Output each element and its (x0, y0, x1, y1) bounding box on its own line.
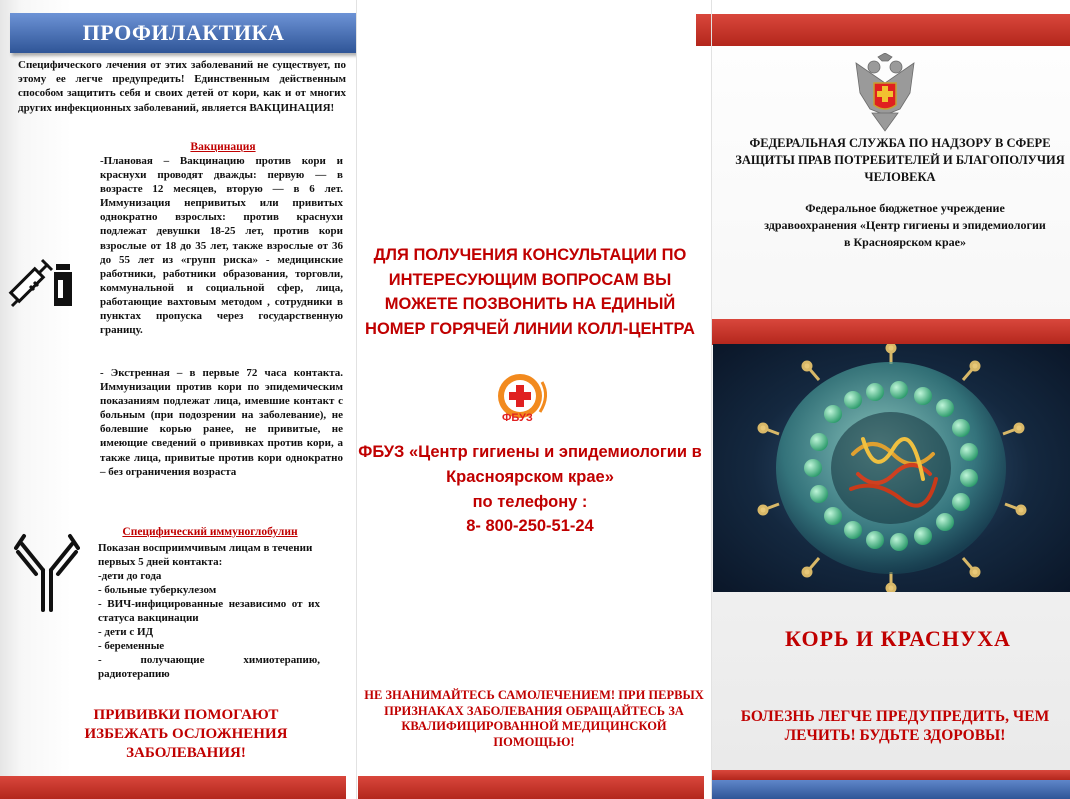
panel-prevention (0, 0, 356, 799)
prevention-intro: Специфического лечения от этих заболеваний не существует, по этому ее легче предупредить! Единственным действенным способом защитить себя и своих детей от кори, как и от многих других инфекционных заболеваний, является ВАКЦИНАЦИЯ! (18, 59, 346, 114)
panel-divider-right (711, 0, 712, 799)
hotline-text: ДЛЯ ПОЛУЧЕНИЯ КОНСУЛЬТАЦИИ ПО ИНТЕРЕСУЮЩИМ ВОПРОСАМ ВЫ МОЖЕТЕ ПОЗВОНИТЬ НА ЕДИНЫЙ НОМЕР ГОРЯЧЕЙ ЛИНИИ КОЛЛ-ЦЕНТРА (365, 246, 695, 338)
immunoglobulin-title: Специфический иммуноглобулин (122, 526, 298, 538)
vaccination-emergency: - Экстренная – в первые 72 часа контакта. Иммунизации против кори по эпидемическим показаниям подлежат лица, имевшие контакт с больным (при подозрении на заболевание), не болевшие корью ранее, не привитые, не имеющие сведений о прививках против кори, а также лица, привитые против кори однократно – без ограничения возраста (100, 367, 343, 478)
fbuz-org-name: ФБУЗ «Центр гигиены и эпидемиологии в Красноярском крае» (358, 443, 702, 486)
prevention-header (10, 13, 357, 53)
agency-name: ФЕДЕРАЛЬНАЯ СЛУЖБА ПО НАДЗОРУ В СФЕРЕ ЗАЩИТЫ ПРАВ ПОТРЕБИТЕЛЕЙ И БЛАГОПОЛУЧИЯ ЧЕЛОВЕКА (735, 136, 1065, 184)
panel-divider-left (356, 0, 357, 799)
mid-red-bar (712, 319, 1070, 345)
list-item: -дети до года (98, 570, 162, 582)
lower-red-bar (712, 770, 1070, 780)
bottom-red-bar-middle (358, 776, 704, 799)
antibody-icon (14, 530, 80, 612)
list-item: - беременные (98, 640, 165, 652)
self-treatment-warning: НЕ ЗНАНИМАЙТЕСЬ САМОЛЕЧЕНИЕМ! ПРИ ПЕРВЫХ ПРИЗНАКАХ ЗАБОЛЕВАНИЯ ОБРАЩАЙТЕСЬ ЗА КВАЛИФИЦИРОВАННОЙ МЕДИЦИНСКОЙ ПОМОЩЬЮ! (364, 688, 704, 749)
list-item: - получающие химиотерапию, радиотерапию (98, 654, 320, 680)
immunoglobulin-list (98, 569, 320, 681)
list-item: - дети с ИД (98, 626, 154, 638)
fbuz-logo (492, 368, 556, 432)
fbuz-logo-text: ФБУЗ (502, 412, 533, 424)
hotline-phone-number: 8- 800-250-51-24 (466, 517, 594, 535)
measles-virus-illustration (713, 344, 1070, 592)
syringe-vial-icon (8, 246, 78, 310)
list-item: - ВИЧ-инфицированные независимо от их статуса вакцинации (98, 598, 320, 624)
health-motto: БОЛЕЗНЬ ЛЕГЧЕ ПРЕДУПРЕДИТЬ, ЧЕМ ЛЕЧИТЬ! БУДЬТЕ ЗДОРОВЫ! (740, 708, 1050, 744)
panel-hotline (356, 0, 712, 799)
vaccination-title: Вакцинация (190, 141, 256, 153)
virus-particle-icon (713, 344, 1070, 592)
top-red-bar (696, 14, 1070, 46)
prevention-header-title: ПРОФИЛАКТИКА (82, 20, 285, 45)
rospotrebnadzor-emblem-icon (850, 53, 920, 133)
vaccination-slogan: ПРИВИВКИ ПОМОГАЮТ ИЗБЕЖАТЬ ОСЛОЖНЕНИЯ ЗАБОЛЕВАНИЯ! (84, 707, 288, 761)
bottom-blue-bar (712, 780, 1070, 799)
brochure-title: КОРЬ И КРАСНУХА (785, 626, 1011, 651)
immunoglobulin-intro: Показан восприимчивым лицам в течении первых 5 дней контакта: (98, 542, 313, 568)
institution-name: Федеральное бюджетное учреждение здравоохранения «Центр гигиены и эпидемиологии в Красноярском крае» (764, 201, 1046, 249)
vaccination-planned: -Плановая – Вакцинацию против кори и краснухи проводят дважды: первую — в возрасте 12 месяцев, вторую — в 6 лет. Иммунизация непривитых или привитых однократно взрослых: против краснухи подлежат девушки 18-25 лет, против кори взрослые от 18 до 35 лет, также взрослые от 36 до 55 лет из «групп риска» - медицинские работники, работники образования, торговли, коммунальной и социальной сфер, лица, работающие вахтовым методом , сотрудники в пунктах пропуска через государственную границу. (100, 155, 343, 337)
by-phone-label: по телефону : (472, 493, 588, 511)
list-item: - больные туберкулезом (98, 584, 217, 596)
bottom-red-bar-left (0, 776, 346, 799)
